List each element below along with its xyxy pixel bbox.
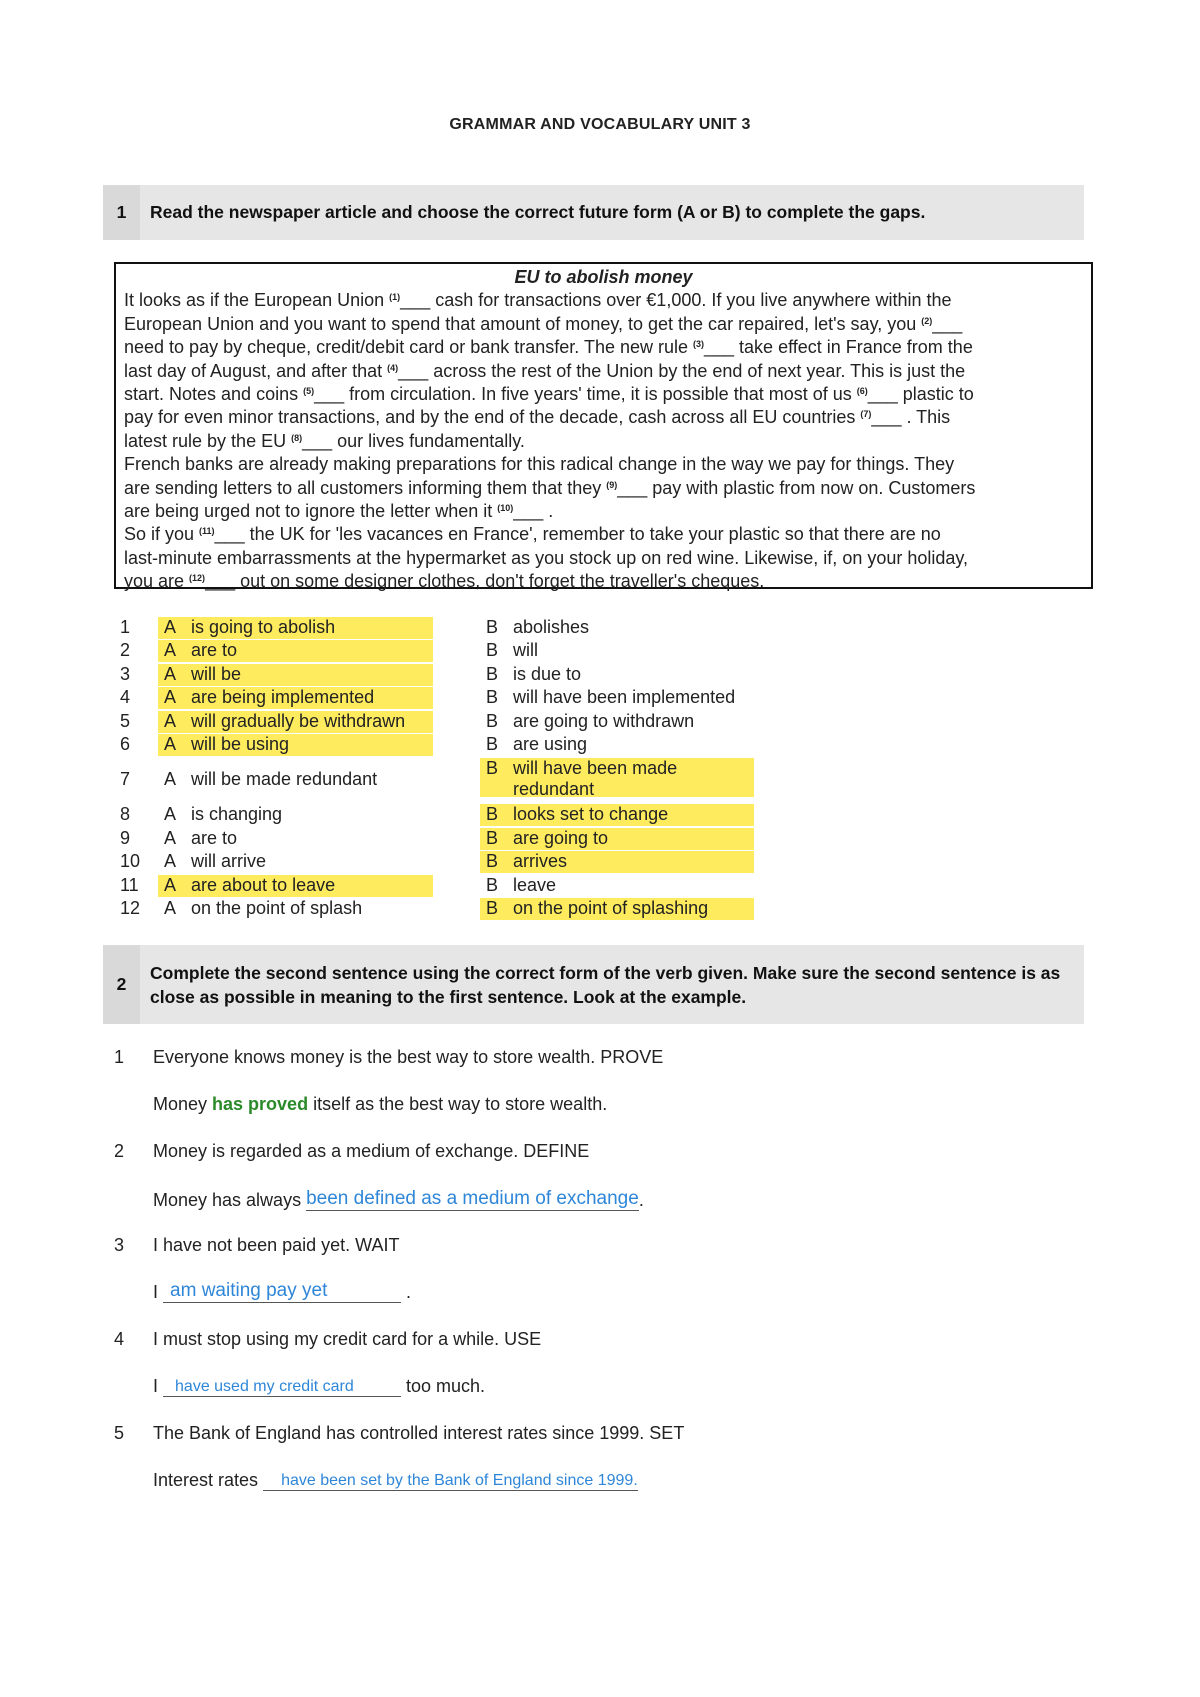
article-line: European Union and you want to spend that amount of money, to get the car repaired, let's say, you $^{(2)}$___ — [124, 313, 963, 334]
section-1-header — [103, 185, 1084, 240]
section-2-header — [103, 945, 1084, 1024]
option-a[interactable]: A will gradually be withdrawn — [158, 711, 433, 733]
option-row — [114, 757, 814, 804]
answer-field[interactable]: am waiting pay yet — [163, 1280, 401, 1303]
option-a[interactable]: A are being implemented — [158, 687, 433, 709]
article-line: are sending letters to all customers informing them that they $^{(9)}$___ pay with plastic from now on. Customers — [124, 477, 976, 498]
article-line: start. Notes and coins $^{(5)}$___ from circulation. In five years' time, it is possible that most of us $^{(6)}$___ plastic to — [124, 384, 974, 405]
option-a[interactable]: A are about to leave — [158, 875, 433, 897]
option-row — [114, 711, 814, 734]
option-b[interactable]: B leave — [486, 874, 557, 895]
answer-field[interactable]: have used my credit card — [163, 1378, 401, 1397]
exercise-prompt: 5 The Bank of England has controlled interest rates since 1999. SET — [114, 1423, 685, 1443]
option-a[interactable]: A will be made redundant — [164, 769, 378, 790]
option-b[interactable]: B are going to withdrawn — [486, 710, 695, 731]
exercise-answer-line: I am waiting pay yet . — [153, 1280, 412, 1302]
option-a[interactable]: A is going to abolish — [158, 617, 433, 639]
newspaper-article — [114, 262, 1093, 592]
article-line: last day of August, and after that $^{(4)}$___ across the rest of the Union by the end of next year. This is just the — [124, 360, 966, 381]
option-row — [114, 851, 814, 874]
option-b[interactable]: B will have been implemented — [486, 687, 736, 708]
option-number: 6 — [120, 733, 131, 754]
answer-field[interactable]: have been set by the Bank of England since 1999. — [263, 1472, 638, 1491]
option-b[interactable]: B is due to — [486, 663, 582, 684]
option-row — [114, 875, 814, 898]
option-number: 1 — [120, 617, 131, 637]
option-row — [114, 734, 814, 757]
gap-mark: (12) — [189, 573, 206, 584]
exercise-answer-line: I have used my credit card too much. — [153, 1376, 486, 1396]
gap-mark: (8) — [291, 432, 303, 443]
article-title: EU to abolish money — [514, 267, 693, 287]
gap-mark: (5) — [303, 386, 315, 397]
option-number: 8 — [120, 804, 131, 825]
gap-mark: (11) — [199, 526, 215, 537]
exercise-answer-line: Money has proved itself as the best way to store wealth. — [153, 1094, 608, 1114]
option-b[interactable]: B on the point of splashing — [480, 898, 754, 920]
option-row — [114, 898, 814, 921]
option-row — [114, 664, 814, 687]
option-a[interactable]: A on the point of splash — [164, 897, 363, 918]
option-b[interactable]: B abolishes — [486, 617, 590, 637]
section-instruction: Complete the second sentence using the correct form of the verb given. Make sure the second sentence is as close as possible in meaning to the first sentence. Look at the example. — [150, 963, 1061, 1007]
option-number: 12 — [120, 897, 141, 918]
article-line: pay for even minor transactions, and by the end of the decade, cash across all EU countries $^{(7)}$___ . This — [124, 407, 951, 428]
exercise-prompt: 4 I must stop using my credit card for a while. USE — [114, 1329, 542, 1349]
option-row — [114, 804, 814, 827]
gap-mark: (2) — [921, 315, 933, 326]
article-line: So if you $^{(11)}$___ the UK for 'les vacances en France', remember to take your plastic so that there are no — [124, 524, 941, 545]
option-b[interactable]: B are using — [486, 733, 588, 754]
section-number: 1 — [103, 185, 140, 240]
option-number: 2 — [120, 640, 131, 661]
gap-mark: (1) — [389, 292, 401, 303]
option-b[interactable]: B are going to — [480, 828, 754, 850]
article-line: latest rule by the EU $^{(8)}$___ our lives fundamentally. — [124, 430, 525, 451]
option-number: 7 — [120, 769, 131, 790]
option-number: 4 — [120, 687, 131, 708]
option-row — [114, 828, 814, 851]
article-line: need to pay by cheque, credit/debit card or bank transfer. The new rule $^{(3)}$___ take effect in France from the — [124, 337, 973, 358]
option-a[interactable]: A will arrive — [164, 851, 267, 872]
option-a[interactable]: A is changing — [164, 804, 283, 825]
options-list — [114, 617, 814, 921]
example-answer: has proved — [212, 1094, 309, 1114]
option-number: 10 — [120, 851, 141, 872]
exercise-answer-line: Money has always been defined as a medium of exchange. — [153, 1188, 644, 1210]
option-a[interactable]: A will be using — [158, 734, 433, 756]
gap-mark: (3) — [693, 339, 705, 350]
option-b[interactable]: B looks set to change — [480, 804, 754, 826]
option-row — [114, 617, 814, 640]
option-number: 5 — [120, 710, 131, 731]
answer-field[interactable]: been defined as a medium of exchange — [306, 1188, 639, 1209]
exercise-prompt: 3 I have not been paid yet. WAIT — [114, 1235, 400, 1255]
option-row — [114, 640, 814, 663]
gap-mark: (6) — [856, 386, 868, 397]
option-a[interactable]: A are to — [158, 640, 433, 662]
option-a[interactable]: A will be — [158, 664, 433, 686]
option-b[interactable]: B will have been made redundant — [480, 758, 754, 797]
gap-mark: (7) — [860, 409, 872, 420]
gap-mark: (9) — [606, 479, 618, 490]
section-instruction: Read the newspaper article and choose the correct future form (A or B) to complete the gaps. — [150, 202, 926, 222]
exercise-prompt: 2 Money is regarded as a medium of exchange. DEFINE — [114, 1141, 590, 1161]
section-number: 2 — [103, 945, 140, 1024]
option-row — [114, 687, 814, 710]
option-b[interactable]: B arrives — [480, 851, 754, 873]
option-number: 11 — [120, 874, 139, 895]
gap-mark: (4) — [387, 362, 399, 373]
option-b[interactable]: B will — [486, 640, 538, 661]
option-number: 3 — [120, 663, 131, 684]
article-line: It looks as if the European Union $^{(1)}$___ cash for transactions over €1,000. If you live anywhere within the — [124, 290, 952, 311]
option-a[interactable]: A are to — [164, 827, 238, 848]
article-line: last-minute embarrassments at the hypermarket as you stock up on red wine. Likewise, if, on your holiday, — [124, 547, 969, 568]
article-line: you are $^{(12)}$___ out on some designer clothes, don't forget the traveller's cheques. — [124, 571, 765, 592]
exercise-prompt: 1 Everyone knows money is the best way to store wealth. PROVE — [114, 1047, 664, 1067]
article-line: are being urged not to ignore the letter when it $^{(10)}$___ . — [124, 501, 554, 522]
page-title: GRAMMAR AND VOCABULARY UNIT 3 — [449, 116, 751, 133]
gap-mark: (10) — [497, 503, 514, 514]
option-number: 9 — [120, 827, 131, 848]
exercise-answer-line: Interest rates have been set by the Bank of England since 1999. — [153, 1470, 638, 1490]
article-line: French banks are already making preparations for this radical change in the way we pay for things. They — [124, 454, 955, 475]
